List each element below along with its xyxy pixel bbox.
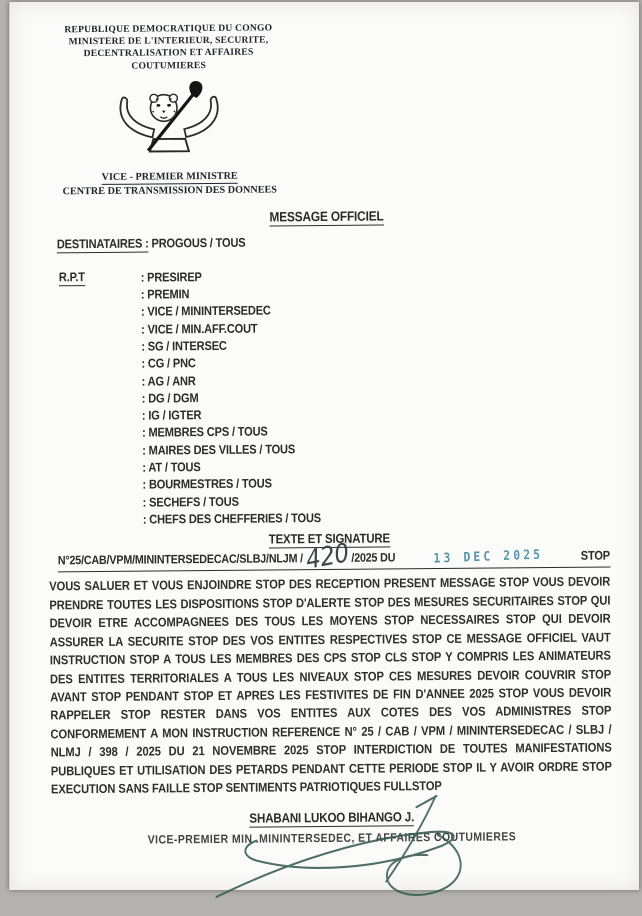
office-title-text: VICE - PREMIER MINISTRE [101, 170, 238, 183]
signatory-name [51, 807, 612, 829]
rpt-list [141, 268, 321, 529]
rpt-item: : CG / PNC [141, 356, 196, 371]
rpt-item: : MAIRES DES VILLES / TOUS [142, 442, 296, 458]
rpt-item: : AG / ANR [141, 373, 196, 389]
document-page [9, 2, 639, 890]
document-title [46, 206, 607, 228]
emblem-wrap [53, 79, 286, 166]
reference-stop: STOP [580, 548, 611, 564]
letterhead [52, 22, 286, 198]
rpt-item: : IG / IGTER [141, 408, 202, 423]
destinataires-line [57, 232, 608, 253]
handwritten-number: 420 [303, 538, 351, 577]
reference-prefix: N°25/CAB/VPM/MININTERSEDECAC/SLBJ/NLJM / [57, 551, 303, 568]
reference-suffix: /2025 DU [351, 550, 396, 566]
destinataires-value: PROGOUS / TOUS [148, 235, 246, 251]
page-content [6, 0, 642, 893]
rpt-item: : SG / INTERSEC [141, 338, 227, 354]
rpt-item: : MEMBRES CPS / TOUS [141, 424, 268, 441]
rpt-item: : CHEFS DES CHEFFERIES / TOUS [142, 511, 322, 527]
rpt-label [59, 269, 143, 529]
destinataires-label: DESTINATAIRES : [56, 236, 149, 252]
section-title-text: TEXTE ET SIGNATURE [268, 530, 390, 547]
message-body: VOUS SALUER ET VOUS ENJOINDRE STOP DES RECEPTION PRESENT MESSAGE STOP VOUS DEVOIR PRENDRE TOUTES LES DISPOSITIONS STOP D'ALERTE STOP DES MESURES SECURITAIRES STOP QUI DEVOIR ETRE ACCOMPAGNEES DES TOUS LES MOYENS STOP NECESSAIRES STOP QUI DEVOIR ASSURER LA SECURITE STOP DES VOS ENTITES RESPECTIVES STOP CE MESSAGE OFFICIEL VAUT INSTRUCTION STOP A TOUS LES MEMBRES DES CPS STOP CLS STOP Y COMPRIS LES ANIMATEURS DES ENTITES TERRITORIALES A TOUS LES NIVEAUX STOP CES MESURES DEVOIR COUVRIR STOP AVANT STOP PENDANT STOP ET APRES LES FESTIVITES DE FIN D'ANNEE 2025 STOP VOUS DEVOIR RAPPELER STOP RESTER DANS VOS ENTITES AUX COTES DES VOS ADMINISTRES STOP CONFORMEMENT A MON INSTRUCTION REFERENCE N° 25 / CAB / VPM / MININTERSEDECAC / SLBJ / NLMJ / 398 / 2025 DU 21 NOVEMBRE 2025 STOP INTERDICTION DE TOUTES MANIFESTATIONS PUBLIQUES ET UTILISATION DES PETARDS PENDANT CETTE PERIODE STOP IL Y AVOIR ORDRE STOP EXECUTION SANS FAILLE STOP SENTIMENTS PATRIOTIQUES FULLSTOP [49, 574, 612, 797]
rpt-item: : VICE / MININTERSEDEC [140, 303, 271, 320]
rpt-item: : BOURMESTRES / TOUS [142, 476, 272, 492]
document-title-text: MESSAGE OFFICIEL [269, 208, 384, 225]
rpt-label-text: R.P.T [58, 269, 85, 285]
signatory-name-text: SHABANI LUKOO BIHANGO J. [249, 808, 415, 826]
office-subtitle: CENTRE DE TRANSMISSION DES DONNEES [62, 184, 277, 198]
date-stamp: 13 DEC 2025 [432, 547, 544, 567]
typed-message [46, 206, 613, 847]
rpt-item: : VICE / MIN.AFF.COUT [141, 321, 258, 337]
rpt-item: : PRESIREP [140, 269, 202, 285]
signature-block [51, 807, 612, 847]
ministry-line: MINISTERE DE L'INTERIEUR, SECURITE, [68, 34, 269, 48]
ministry-line-2: DECENTRALISATION ET AFFAIRES COUTUMIERES [83, 47, 254, 72]
rpt-item: : AT / TOUS [142, 460, 201, 475]
drc-coat-of-arms-icon [107, 80, 232, 161]
signatory-title: VICE-PREMIER MIN .MININTERSEDEC, ET AFFAIRES COUTUMIERES [147, 829, 517, 847]
country-line-1: REPUBLIQUE DEMOCRATIQUE DU CONGO [64, 22, 273, 36]
rpt-item: : SECHEFS / TOUS [142, 494, 239, 510]
rpt-section [59, 265, 610, 529]
rpt-item: : PREMIN [140, 287, 190, 302]
rpt-item: : DG / DGM [141, 390, 199, 406]
